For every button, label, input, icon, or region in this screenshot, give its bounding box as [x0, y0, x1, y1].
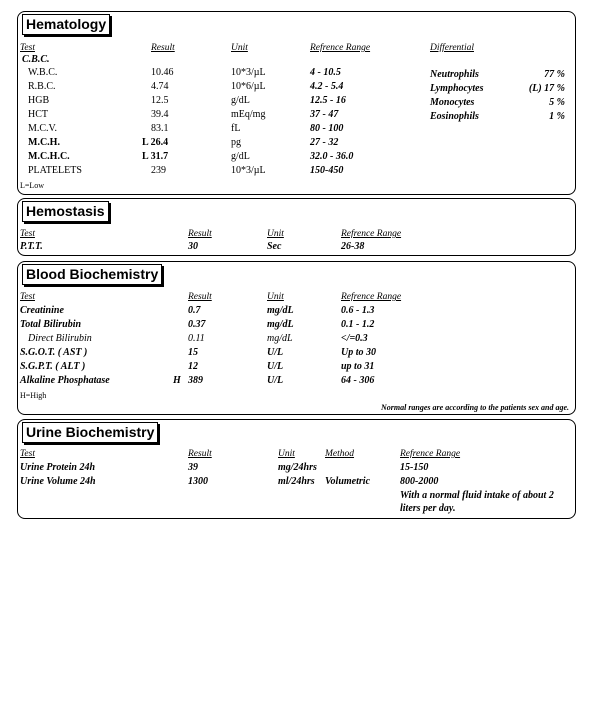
test-unit: U/L: [267, 361, 284, 372]
differential-name: Eosinophils: [430, 111, 479, 122]
differential-value: 5 %: [549, 97, 565, 108]
test-result: 0.37: [188, 319, 206, 330]
test-range: 64 - 306: [341, 375, 375, 386]
hematology-section: [17, 11, 576, 195]
header-method: Method: [325, 449, 355, 459]
differential-name: Neutrophils: [430, 69, 479, 80]
test-unit: 10*3/µL: [231, 67, 266, 78]
blood-biochemistry-section: [17, 261, 576, 415]
test-range: 27 - 32: [310, 137, 339, 148]
test-name: M.C.H.: [28, 137, 60, 148]
test-name: W.B.C.: [28, 67, 58, 78]
test-result: 39.4: [151, 109, 169, 120]
test-result: 0.7: [188, 305, 201, 316]
hemostasis-title: Hemostasis: [22, 201, 109, 222]
urine-title: Urine Biochemistry: [22, 422, 158, 443]
test-unit: Sec: [267, 241, 282, 252]
test-range: 0.1 - 1.2: [341, 319, 375, 330]
differential-name: Monocytes: [430, 97, 475, 108]
test-name: S.G.O.T. ( AST ): [20, 347, 88, 358]
test-name: M.C.H.C.: [28, 151, 70, 162]
header-differential: Differential: [430, 43, 474, 53]
test-name: HCT: [28, 109, 48, 120]
header-range: Refrence Range: [341, 292, 402, 302]
hemostasis-section: [17, 198, 576, 256]
header-result: Result: [188, 292, 212, 302]
header-test: Test: [20, 229, 35, 239]
test-result: 4.74: [151, 81, 169, 92]
header-test: Test: [20, 292, 35, 302]
low-footnote: L=Low: [20, 181, 45, 190]
high-footnote: H=High: [20, 391, 47, 400]
header-test: Test: [20, 449, 35, 459]
test-range: Up to 30: [341, 347, 376, 358]
test-range: 4.2 - 5.4: [310, 81, 344, 92]
test-method: Volumetric: [325, 476, 371, 487]
test-result: 83.1: [151, 123, 169, 134]
test-range: 26-38: [341, 241, 365, 252]
test-unit: 10*3/µL: [231, 165, 266, 176]
test-name: Total Bilirubin: [20, 319, 82, 330]
test-name: HGB: [28, 95, 50, 106]
cbc-group-label: C.B.C.: [22, 54, 50, 65]
test-result: 12.5: [151, 95, 169, 106]
header-result: Result: [188, 229, 212, 239]
test-unit: g/dL: [231, 151, 250, 162]
test-result: 239: [151, 165, 166, 176]
test-unit: 10*6/µL: [231, 81, 266, 92]
differential-value: 1 %: [549, 111, 565, 122]
differential-value: (L) 17 %: [528, 83, 565, 94]
test-result: L 26.4: [142, 137, 169, 148]
differential-name: Lymphocytes: [430, 83, 484, 94]
test-name: M.C.V.: [28, 123, 57, 134]
test-range: </=0.3: [341, 333, 368, 344]
test-range: 12.5 - 16: [310, 95, 346, 106]
range-note-line1: With a normal fluid intake of about 2: [400, 490, 554, 501]
test-range: 150-450: [310, 165, 344, 176]
test-result: 389: [188, 375, 203, 386]
test-unit: pg: [231, 137, 241, 148]
header-range: Refrence Range: [400, 449, 461, 459]
test-result: 1300: [188, 476, 208, 487]
range-note-line2: liters per day.: [400, 503, 456, 514]
header-unit: Unit: [278, 449, 295, 459]
test-name: Creatinine: [20, 305, 64, 316]
hematology-title: Hematology: [22, 14, 110, 35]
test-unit: mg/dL: [267, 333, 293, 344]
test-unit: ml/24hrs: [278, 476, 315, 487]
header-unit: Unit: [267, 292, 284, 302]
test-result: 10.46: [151, 67, 174, 78]
test-unit: g/dL: [231, 95, 250, 106]
test-result: 15: [188, 347, 198, 358]
test-range: 4 - 10.5: [310, 67, 341, 78]
test-name: Alkaline Phosphatase: [20, 375, 110, 386]
test-range: 15-150: [400, 462, 429, 473]
test-unit: fL: [231, 123, 241, 134]
header-test: Test: [20, 43, 35, 53]
test-unit: U/L: [267, 375, 284, 386]
header-unit: Unit: [267, 229, 284, 239]
test-range: 37 - 47: [310, 109, 339, 120]
test-range: 0.6 - 1.3: [341, 305, 375, 316]
biochemistry-title: Blood Biochemistry: [22, 264, 162, 285]
test-result: 12: [188, 361, 198, 372]
test-range: up to 31: [341, 361, 375, 372]
test-range: 80 - 100: [310, 123, 344, 134]
test-result: L 31.7: [142, 151, 169, 162]
test-unit: U/L: [267, 347, 284, 358]
test-result: 0.11: [188, 333, 205, 344]
test-name: P.T.T.: [20, 241, 43, 252]
header-range: Refrence Range: [310, 43, 371, 53]
test-range: 800-2000: [400, 476, 439, 487]
test-unit: mg/dL: [267, 319, 294, 330]
header-range: Refrence Range: [341, 229, 402, 239]
test-name: S.G.P.T. ( ALT ): [20, 361, 86, 372]
test-name: Direct Bilirubin: [28, 333, 92, 344]
normal-ranges-note: Normal ranges are according to the patients sex and age.: [380, 403, 569, 412]
test-unit: mEq/mg: [231, 109, 266, 120]
test-name: PLATELETS: [28, 165, 82, 176]
differential-value: 77 %: [544, 69, 565, 80]
header-result: Result: [151, 43, 175, 53]
header-unit: Unit: [231, 43, 248, 53]
test-result: 39: [188, 462, 198, 473]
test-result: 30: [188, 241, 198, 252]
test-name: R.B.C.: [28, 81, 56, 92]
high-flag: H: [173, 375, 181, 386]
test-name: Urine Protein 24h: [20, 462, 96, 473]
test-name: Urine Volume 24h: [20, 476, 96, 487]
urine-biochemistry-section: [17, 419, 576, 519]
header-result: Result: [188, 449, 212, 459]
test-unit: mg/24hrs: [278, 462, 317, 473]
test-unit: mg/dL: [267, 305, 294, 316]
test-range: 32.0 - 36.0: [310, 151, 354, 162]
